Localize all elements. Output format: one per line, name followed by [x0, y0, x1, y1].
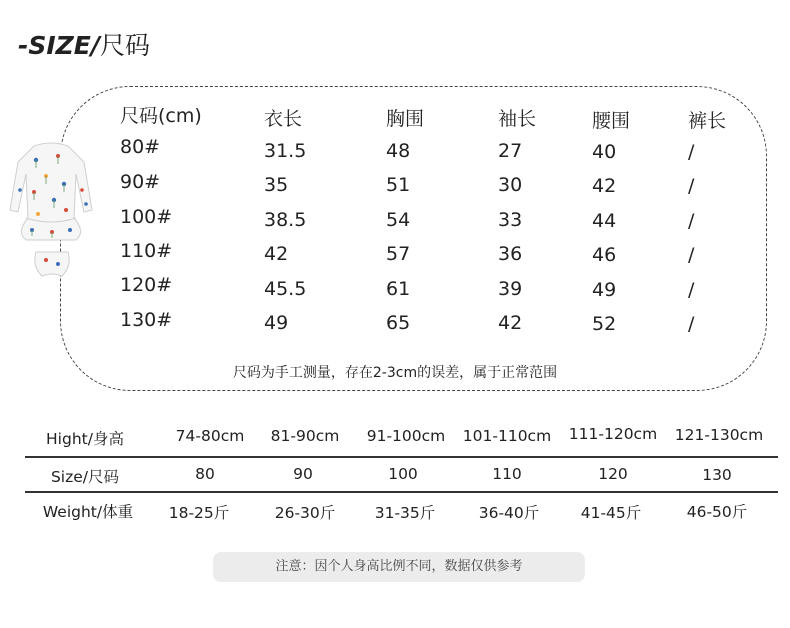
size-row-cell: 40: [592, 141, 617, 163]
size-row-cell: 61: [386, 278, 411, 300]
table-divider: [25, 456, 778, 458]
size-row-cell: /: [688, 313, 695, 335]
ref-cell: 36-40斤: [478, 504, 540, 522]
size-row-cell: 49: [264, 312, 289, 334]
ref-cell: 46-50斤: [686, 503, 748, 521]
disclaimer-note: 注意：因个人身高比例不同，数据仅供参考: [213, 552, 585, 582]
page-title-cn: 尺码: [100, 31, 151, 60]
ref-label-size: Size/尺码: [50, 468, 120, 486]
size-row-cell: 48: [386, 140, 411, 162]
ref-cell: 91-100cm: [366, 427, 446, 445]
size-row-cell: /: [688, 210, 695, 232]
size-chart-frame: [60, 86, 767, 391]
ref-cell: 90: [293, 465, 313, 483]
size-row-cell: 120#: [120, 274, 173, 296]
ref-cell: 101-110cm: [462, 427, 552, 445]
ref-cell: 18-25斤: [168, 504, 230, 522]
size-row-cell: /: [688, 279, 695, 301]
size-row-cell: /: [688, 175, 695, 197]
ref-cell: 31-35斤: [374, 504, 436, 522]
page-title: [18, 26, 150, 62]
ref-cell: 74-80cm: [175, 427, 245, 445]
size-row-cell: 42: [498, 312, 523, 334]
ref-cell: 80: [195, 465, 215, 483]
size-row-cell: /: [688, 244, 695, 266]
ref-cell: 110: [492, 465, 522, 483]
header-length: 衣长: [264, 108, 303, 130]
size-row-cell: 80#: [120, 136, 161, 158]
ref-cell: 41-45斤: [580, 504, 642, 522]
header-waist: 腰围: [592, 110, 631, 132]
size-row-cell: 42: [264, 243, 289, 265]
header-sleeve: 袖长: [498, 108, 537, 130]
size-row-cell: 130#: [120, 309, 173, 331]
size-row-cell: 110#: [120, 240, 173, 262]
size-row-cell: 38.5: [264, 209, 307, 231]
size-row-cell: 57: [386, 243, 411, 265]
ref-cell: 120: [598, 465, 628, 483]
ref-cell: 81-90cm: [270, 427, 340, 445]
header-size: 尺码(cm): [120, 105, 202, 127]
ref-label-height: Hight/身高: [46, 430, 124, 448]
size-row-cell: 36: [498, 243, 523, 265]
size-row-cell: 30: [498, 174, 523, 196]
ref-cell: 100: [388, 465, 418, 483]
size-row-cell: 44: [592, 210, 617, 232]
swimsuit-illustration: [6, 140, 96, 290]
size-row-cell: 54: [386, 209, 411, 231]
size-row-cell: 45.5: [264, 278, 307, 300]
measurement-note: 尺码为手工测量，存在2-3cm的误差，属于正常范围: [232, 365, 558, 381]
size-row-cell: 27: [498, 140, 523, 162]
ref-label-weight: Weight/体重: [42, 503, 134, 521]
size-row-cell: /: [688, 141, 695, 163]
header-pants-length: 裤长: [688, 110, 727, 132]
ref-cell: 26-30斤: [274, 504, 336, 522]
size-row-cell: 100#: [120, 206, 173, 228]
size-row-cell: 35: [264, 174, 289, 196]
table-divider: [25, 491, 778, 493]
ref-cell: 121-130cm: [674, 426, 764, 444]
size-row-cell: 33: [498, 209, 523, 231]
ref-cell: 111-120cm: [568, 425, 658, 443]
page-title-en: -SIZE/: [18, 31, 101, 60]
size-row-cell: 51: [386, 174, 411, 196]
size-row-cell: 49: [592, 279, 617, 301]
header-chest: 胸围: [386, 108, 425, 130]
size-row-cell: 90#: [120, 171, 161, 193]
size-row-cell: 39: [498, 278, 523, 300]
size-row-cell: 46: [592, 244, 617, 266]
size-row-cell: 65: [386, 312, 411, 334]
ref-cell: 130: [702, 466, 732, 484]
size-row-cell: 52: [592, 313, 617, 335]
size-row-cell: 31.5: [264, 140, 307, 162]
size-row-cell: 42: [592, 175, 617, 197]
